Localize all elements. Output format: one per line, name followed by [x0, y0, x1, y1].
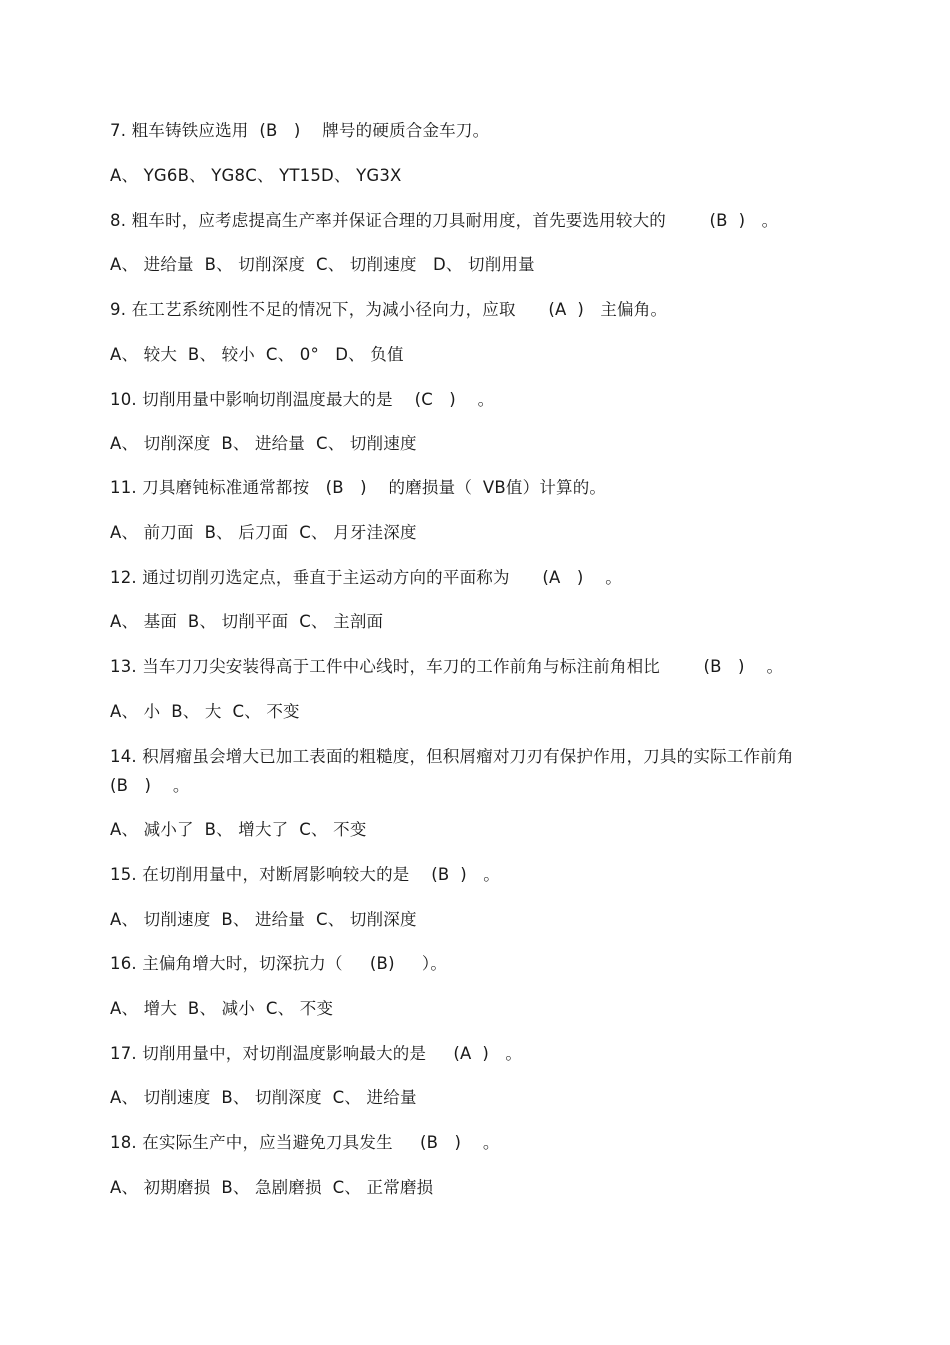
question-15: 15. 在切削用量中，对断屑影响较大的是 (B ) 。 [110, 865, 500, 884]
question-13: 13. 当车刀刀尖安装得高于工件中心线时，车刀的工作前角与标注前角相比 (B ) 。 [110, 657, 784, 676]
question-17: 17. 切削用量中，对切削温度影响最大的是 (A ) 。 [110, 1044, 523, 1063]
options-13: A、 小 B、 大 C、 不变 [110, 702, 300, 721]
question-11: 11. 刀具磨钝标准通常都按 (B ) 的磨损量（ VB值）计算的。 [110, 478, 607, 497]
question-7: 7. 粗车铸铁应选用 (B ) 牌号的硬质合金车刀。 [110, 121, 490, 140]
options-16: A、 增大 B、 减小 C、 不变 [110, 999, 334, 1018]
question-9: 9. 在工艺系统刚性不足的情况下，为减小径向力，应取 (A ) 主偏角。 [110, 300, 668, 319]
question-18: 18. 在实际生产中，应当避免刀具发生 (B ) 。 [110, 1133, 500, 1152]
options-18: A、 初期磨损 B、 急剧磨损 C、 正常磨损 [110, 1178, 434, 1197]
question-16: 16. 主偏角增大时，切深抗力（ (B) ）。 [110, 954, 448, 973]
question-10: 10. 切削用量中影响切削温度最大的是 (C ) 。 [110, 390, 495, 409]
question-12: 12. 通过切削刃选定点，垂直于主运动方向的平面称为 (A ) 。 [110, 568, 622, 587]
question-14: 14. 积屑瘤虽会增大已加工表面的粗糙度，但积屑瘤对刀刃有保护作用，刀具的实际工作前角 (B ) 。 [110, 747, 800, 795]
options-10: A、 切削深度 B、 进给量 C、 切削速度 [110, 434, 417, 453]
options-11: A、 前刀面 B、 后刀面 C、 月牙洼深度 [110, 523, 417, 542]
options-14: A、 减小了 B、 增大了 C、 不变 [110, 820, 367, 839]
question-8: 8. 粗车时，应考虑提高生产率并保证合理的刀具耐用度，首先要选用较大的 (B ) 。 [110, 211, 779, 230]
options-17: A、 切削速度 B、 切削深度 C、 进给量 [110, 1088, 417, 1107]
options-12: A、 基面 B、 切削平面 C、 主剖面 [110, 612, 384, 631]
options-7: A、 YG6B、 YG8C、 YT15D、 YG3X [110, 166, 402, 185]
options-8: A、 进给量 B、 切削深度 C、 切削速度 D、 切削用量 [110, 255, 535, 274]
options-15: A、 切削速度 B、 进给量 C、 切削深度 [110, 910, 417, 929]
options-9: A、 较大 B、 较小 C、 0° D、 负值 [110, 345, 404, 364]
